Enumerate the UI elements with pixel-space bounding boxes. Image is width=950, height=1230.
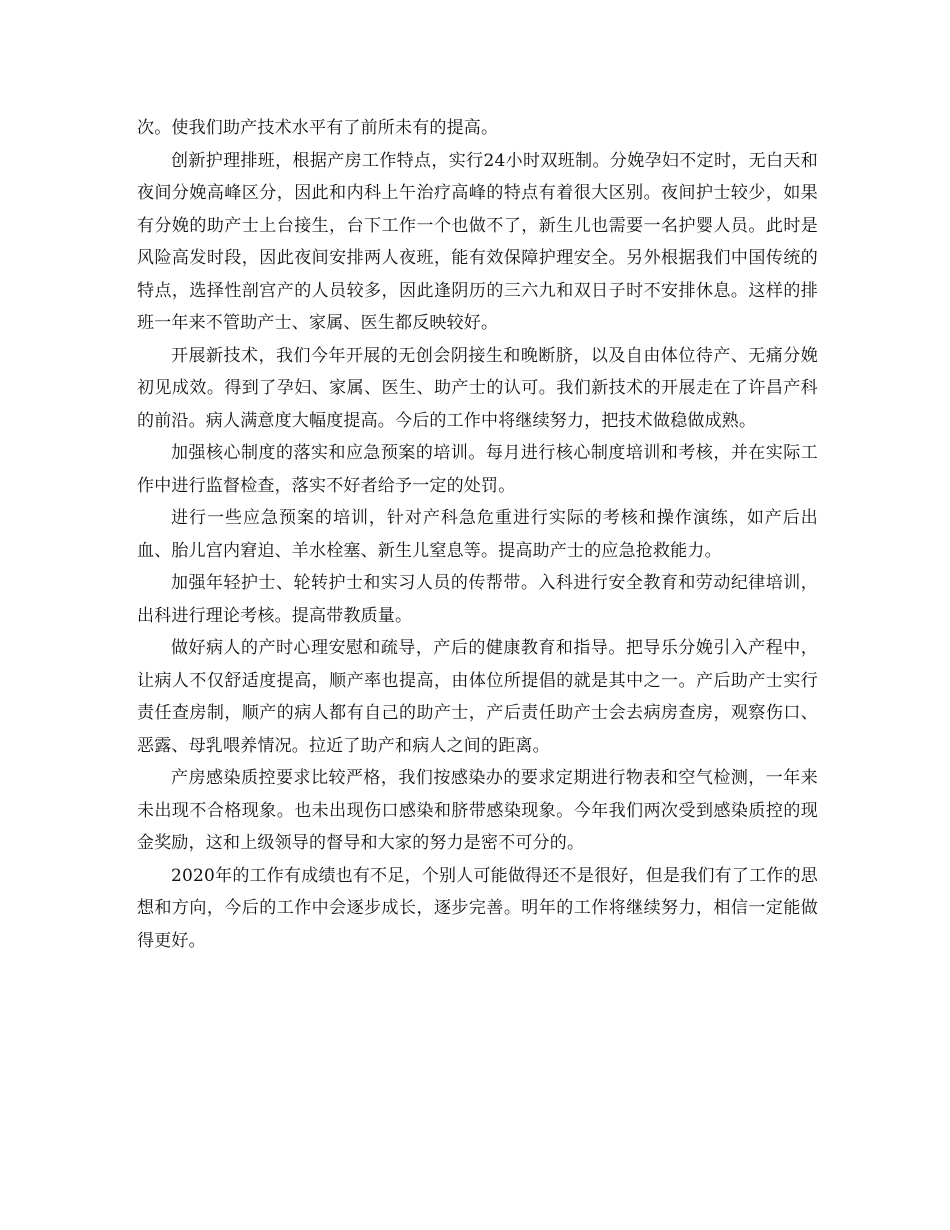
paragraph-summary: 2020年的工作有成绩也有不足，个别人可能做得还不是很好，但是我们有了工作的思想和方向，今后的工作中会逐步成长，逐步完善。明年的工作将继续努力，相信一定能做得更好。: [137, 865, 818, 951]
paragraph-new-technology: 开展新技术，我们今年开展的无创会阴接生和晚断脐，以及自由体位待产、无痛分娩初见成效。得到了孕妇、家属、医生、助产士的认可。我们新技术的开展走在了许昌产科的前沿。病人满意度大幅度提高。今后的工作中将继续努力，把技术做稳做成熟。: [137, 345, 818, 431]
paragraph-patient-care: 做好病人的产时心理安慰和疏导，产后的健康教育和指导。把导乐分娩引入产程中，让病人不仅舒适度提高，顺产率也提高，由体位所提倡的就是其中之一。产后助产士实行责任查房制，顺产的病人都有自己的助产士，产后责任助产士会去病房查房，观察伤口、恶露、母乳喂养情况。拉近了助产和病人之间的距离。: [137, 638, 818, 756]
paragraph-mentoring: 加强年轻护士、轮转护士和实习人员的传帮带。入科进行安全教育和劳动纪律培训，出科进行理论考核。提高带教质量。: [137, 573, 818, 626]
document-page: [137, 112, 818, 957]
paragraph-scheduling: 创新护理排班，根据产房工作特点，实行24小时双班制。分娩孕妇不定时，无白天和夜间分娩高峰区分，因此和内科上午治疗高峰的特点有着很大区别。夜间护士较少，如果有分娩的助产士上台接生，台下工作一个也做不了，新生儿也需要一名护婴人员。此时是风险高发时段，因此夜间安排两人夜班，能有效保障护理安全。另外根据我们中国传统的特点，选择性剖宫产的人员较多，因此逢阴历的三六九和双日子时不安排休息。这样的排班一年来不管助产士、家属、医生都反映较好。: [137, 150, 818, 333]
paragraph-infection-control: 产房感染质控要求比较严格，我们按感染办的要求定期进行物表和空气检测，一年来未出现不合格现象。也未出现伤口感染和脐带感染现象。今年我们两次受到感染质控的现金奖励，这和上级领导的督导和大家的努力是密不可分的。: [137, 768, 818, 853]
paragraph-emergency-training: 进行一些应急预案的培训，针对产科急危重进行实际的考核和操作演练，如产后出血、胎儿宫内窘迫、羊水栓塞、新生儿窒息等。提高助产士的应急抢救能力。: [137, 508, 818, 561]
paragraph-core-system: 加强核心制度的落实和应急预案的培训。每月进行核心制度培训和考核，并在实际工作中进行监督检查，落实不好者给予一定的处罚。: [137, 443, 818, 496]
paragraph-continuation: 次。使我们助产技术水平有了前所未有的提高。: [137, 118, 499, 138]
